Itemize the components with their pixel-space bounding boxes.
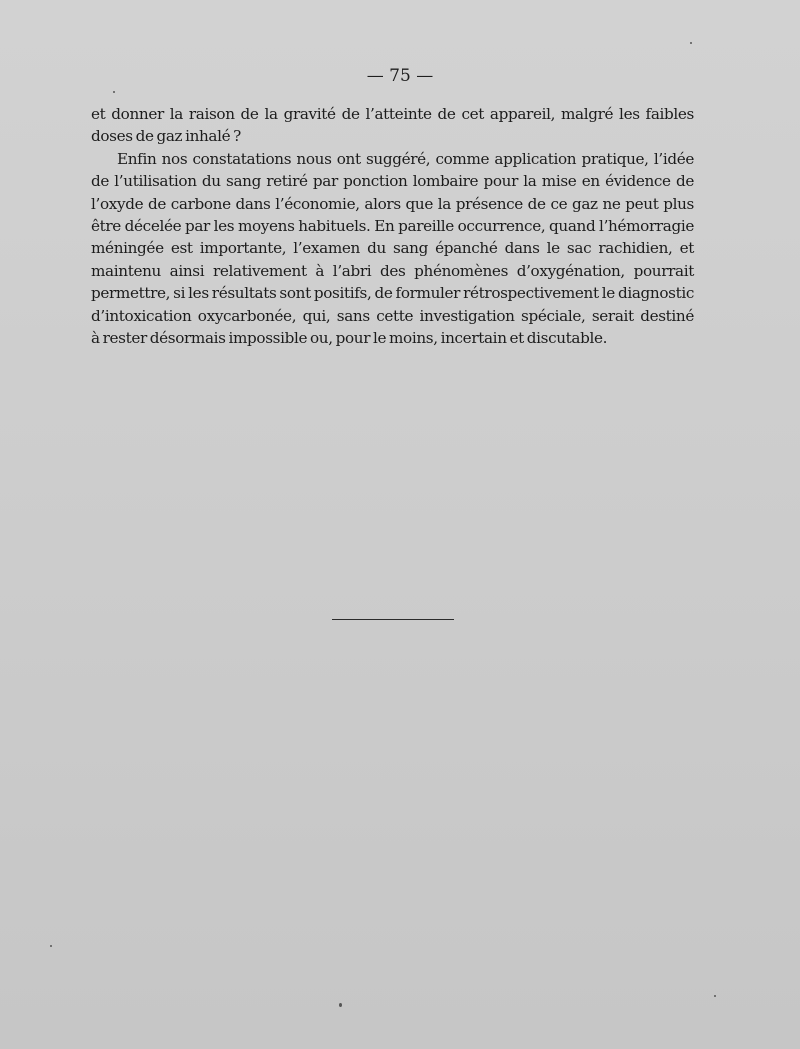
text-line: méningée est importante, l’examen du sang épanché dans le sac rachidien, et bbox=[91, 239, 694, 258]
section-divider bbox=[332, 619, 454, 620]
paper-speck bbox=[714, 995, 716, 997]
text-line: Enfin nos constatations nous ont suggéré, comme application pratique, l’idée bbox=[117, 149, 694, 168]
text-line: maintenu ainsi relativement à l’abri des phénomènes d’oxygénation, pourrait bbox=[91, 261, 694, 280]
text-line: l’oxyde de carbone dans l’économie, alors que la présence de ce gaz ne peut plus bbox=[91, 194, 694, 213]
text-line: être décelée par les moyens habituels. En pareille occurrence, quand l’hémorragie bbox=[91, 217, 694, 236]
text-line: permettre, si les résultats sont positifs, de formuler rétrospectivement le diagnostic bbox=[91, 284, 694, 303]
paper-speck bbox=[690, 42, 692, 44]
text-line: doses de gaz inhalé ? bbox=[91, 127, 241, 146]
text-line: de l’utilisation du sang retiré par ponction lombaire pour la mise en évidence de bbox=[91, 172, 694, 191]
paper-speck bbox=[50, 945, 52, 947]
paper-speck bbox=[339, 1003, 342, 1007]
page-number: — 75 — bbox=[366, 66, 434, 86]
text-line: à rester désormais impossible ou, pour le moins, incertain et discutable. bbox=[91, 329, 608, 348]
text-line: et donner la raison de la gravité de l’atteinte de cet appareil, malgré les faibles bbox=[91, 105, 694, 123]
text-line: d’intoxication oxycarbonée, qui, sans cette investigation spéciale, serait destiné bbox=[91, 306, 694, 325]
paper-speck bbox=[113, 91, 115, 93]
body-text bbox=[91, 103, 694, 349]
